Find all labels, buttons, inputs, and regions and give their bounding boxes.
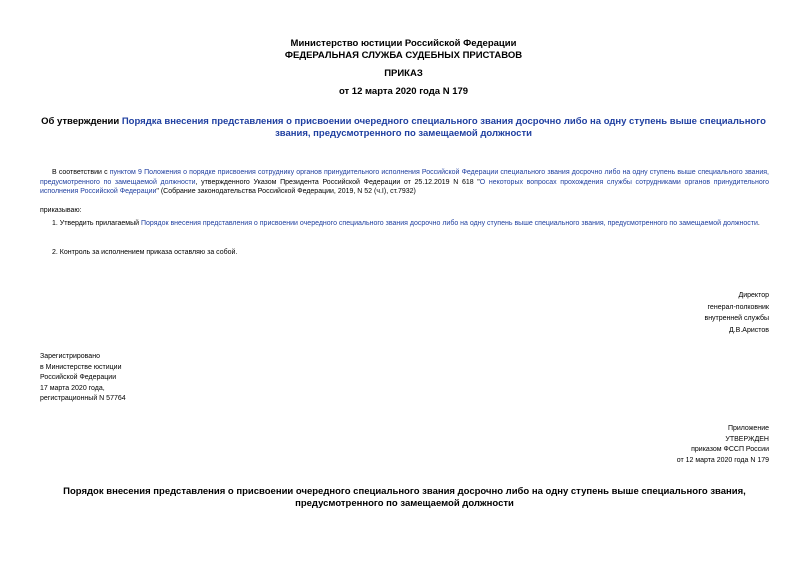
title-prefix: Об утверждении: [41, 116, 122, 127]
appendix-line: Приложение: [727, 425, 769, 432]
appendix-line: УТВЕРЖДЕН: [725, 435, 769, 443]
signature-block: [704, 290, 769, 336]
order-word: приказываю:: [40, 207, 82, 214]
title-link[interactable]: Порядка внесения представления о присвоении очередного специального звания досрочно либо на одну ступень выше специального звания, предусмотренного по замещаемой должности: [121, 116, 766, 139]
appendix-line: от 12 марта 2020 года N 179: [676, 456, 769, 464]
appendix-line: приказом ФССП России: [691, 446, 769, 453]
registration-line: в Министерстве юстиции: [40, 363, 122, 371]
registration-line: Российской Федерации: [40, 374, 117, 381]
signature-line: генерал-полковник: [707, 303, 769, 311]
p1-link-decree[interactable]: О некоторых вопросах прохождения службы сотрудниками органов принудительного исполнения Российской Федерации: [40, 178, 770, 195]
p2-start: 1. Утвердить прилагаемый: [52, 220, 141, 227]
registration-line: 17 марта 2020 года,: [40, 384, 105, 392]
doc-date-number: от 12 марта 2020 года N 179: [338, 86, 469, 97]
p1-mid: , утвержденного Указом Президента Российской Федерации от 25.12.2019 N 618 ": [195, 178, 480, 186]
registration-block: [40, 352, 126, 405]
ministry-heading: Министерство юстиции Российской Федерации: [290, 38, 517, 49]
p1-end: " (Собрание законодательства Российской Федерации, 2019, N 52 (ч.I), ст.7932): [156, 188, 416, 195]
document-title: [40, 116, 767, 140]
registration-line: регистрационный N 57764: [40, 395, 126, 402]
paragraph-approve: [40, 219, 769, 229]
appendix-block: [677, 424, 769, 466]
paragraph-control: 2. Контроль за исполнением приказа оставляю за собой.: [52, 249, 238, 256]
doc-type-heading: ПРИКАЗ: [384, 68, 423, 79]
p1-link-regulation[interactable]: пунктом 9 Положения о порядке присвоения сотруднику органов принудительного исполнения Российской Федерации специального звания досрочно либо на одну ступень выше специального звания, предусмотренного по замещаемой должности: [40, 169, 770, 186]
p2-end: .: [757, 220, 760, 227]
paragraph-basis: [40, 168, 769, 197]
procedure-title: Порядок внесения представления о присвоении очередного специального звания досрочно либо на одну ступень выше специального звания, предусмотренного по замещаемой должности: [63, 486, 746, 509]
registration-line: Зарегистрировано: [40, 353, 100, 360]
signature-line: Директор: [738, 292, 769, 299]
p1-start: В соответствии с: [52, 169, 110, 176]
signature-line: внутренней службы: [704, 315, 769, 322]
service-heading: ФЕДЕРАЛЬНАЯ СЛУЖБА СУДЕБНЫХ ПРИСТАВОВ: [284, 50, 523, 61]
p2-link-procedure[interactable]: Порядок внесения представления о присвоении очередного специального звания досрочно либо на одну ступень выше специального звания, предусмотренного по замещаемой должности: [140, 220, 758, 227]
signature-line: Д.В.Аристов: [728, 326, 769, 334]
